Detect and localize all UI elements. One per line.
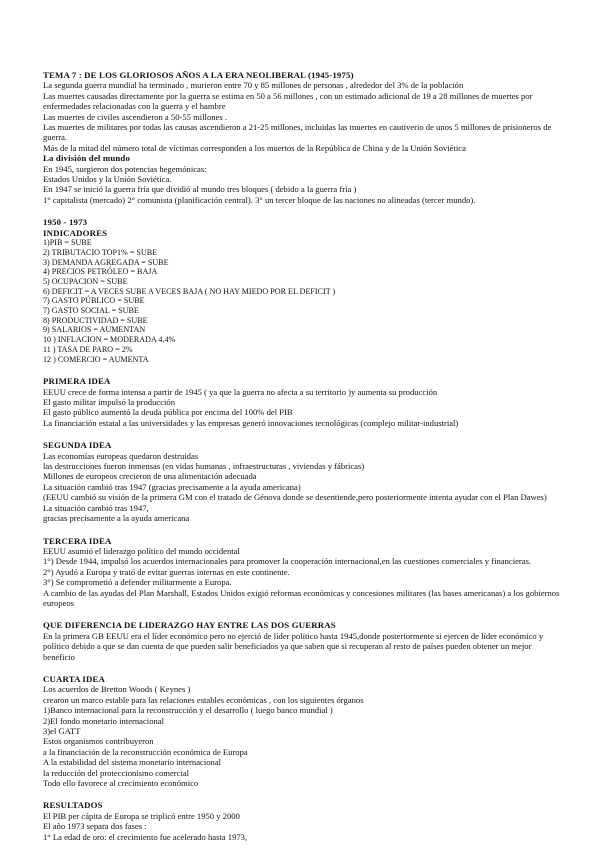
paragraph: 3°) Se comprometió a defender militarmente a Europa. xyxy=(43,577,232,588)
list-item: 5) OCUPACION = SUBE xyxy=(43,276,128,286)
paragraph: El gasto militar impulsó la producción xyxy=(43,397,175,408)
paragraph: 1)Banco internacional para la reconstrucción y el desarrollo ( luego banco mundial ) xyxy=(43,705,333,716)
paragraph: (EEUU cambió su visión de la primera GM con el tratado de Génova donde se desentiende,pero posteriormente intenta ayudar con el Plan Dawes) xyxy=(43,492,547,503)
paragraph: 2°) Ayudó a Europa y trató de evitar guerras internas en este continente. xyxy=(43,566,290,577)
results-section xyxy=(43,811,563,842)
third-idea-section xyxy=(43,546,563,608)
paragraph: 2)El fondo monetario internacional xyxy=(43,715,164,726)
paragraph: En 1945, surgieron dos potencias hegemónicas: xyxy=(43,163,207,174)
paragraph: Estados Unidos y la Unión Soviética. xyxy=(43,174,172,185)
paragraph: El PIB per cápita de Europa se triplicó entre 1950 y 2000 xyxy=(43,810,240,821)
list-item: 6) DEFICIT = A VECES SUBE A VECES BAJA ( NO HAY MIEDO POR EL DEFICIT ) xyxy=(43,286,336,296)
second-idea-section xyxy=(43,451,563,524)
paragraph: En 1947 se inició la guerra fría que dividió al mundo tres bloques ( debido a la guerra fría ) xyxy=(43,184,357,195)
section-heading-third: TERCERA IDEA xyxy=(43,535,112,546)
section-heading-results: RESULTADOS xyxy=(43,800,103,811)
paragraph: la reducción del proteccionismo comercial xyxy=(43,767,190,778)
paragraph: 3)el GATT xyxy=(43,726,81,737)
paragraph: gracias precisamente a la ayuda americana xyxy=(43,513,190,524)
list-item: 12 ) COMERCIO = AUMENTA xyxy=(43,354,149,364)
paragraph: Millones de europeos crecieron de una alimentación adecuada xyxy=(43,471,257,482)
division-section xyxy=(43,164,563,206)
section-heading-second: SEGUNDA IDEA xyxy=(43,440,112,451)
paragraph: crearon un marco estable para las relaciones estables económicas , con los siguientes órganos xyxy=(43,694,364,705)
paragraph: EEUU crece de forma intensa a partir de 1945 ( ya que la guerra no afecta a su territorio )y aumenta su producción xyxy=(43,386,438,397)
paragraph: La segunda guerra mundial ha terminado , murieron entre 70 y 85 millones de personas , alrededor del 3% de la población xyxy=(43,80,464,91)
list-item: 3) DEMANDA AGREGADA = SUBE xyxy=(43,257,169,267)
section-heading-division: La división del mundo xyxy=(43,153,130,164)
list-item: 11 ) TASA DE PARO = 2% xyxy=(43,344,133,354)
list-item: 10 ) INFLACION = MODERADA 4,4% xyxy=(43,335,176,345)
paragraph: Más de la mitad del número total de víctimas corresponden a los muertos de la República de China y de la Unión Soviética xyxy=(43,142,466,153)
paragraph: Los acuerdos de Bretton Woods ( Keynes ) xyxy=(43,684,191,695)
list-item: 7) GASTO PÚBLICO = SUBE xyxy=(43,296,145,306)
paragraph: La situación cambió tras 1947, xyxy=(43,502,149,513)
paragraph: 1° La edad de oro: el crecimiento fue acelerado hasta 1973, xyxy=(43,831,248,842)
paragraph: En la primera GB EEUU era el líder económico pero no ejerció de líder político hasta 1945,donde posteriormente si ejercen de líder económico y político debido a que se dan cuenta de que pueden salir beneficiados ya que saben que si recuperan al resto de países pueden obtener un mejor beneficio xyxy=(43,630,546,662)
paragraph: La financiación estatal a las universidades y las empresas generó innovaciones tecnológicas (complejo militar-industrial) xyxy=(43,417,459,428)
paragraph: La situación cambió tras 1947 (gracias precisamente a la ayuda americana) xyxy=(43,481,301,492)
list-item: 8) PRODUCTIVIDAD = SUBE xyxy=(43,315,148,325)
paragraph: las destrucciones fueron inmensas (en vidas humanas , infraestructuras , viviendas y fábricas) xyxy=(43,461,365,472)
list-item: 9) SALARIOS = AUMENTAN xyxy=(43,325,146,335)
paragraph: a la financiación de la reconstrucción económica de Europa xyxy=(43,746,248,757)
difference-section xyxy=(43,631,563,662)
paragraph: Estos organismos contribuyeron xyxy=(43,736,154,747)
indicators-list xyxy=(43,238,563,364)
paragraph: A la estabilidad del sistema monetario internacional xyxy=(43,757,222,768)
paragraph: Todo ello favorece al crecimiento económico xyxy=(43,778,199,789)
paragraph: 1° capitalista (mercado) 2° comunista (planificación central). 3° un tercer bloque de las naciones no alineadas (tercer mundo). xyxy=(43,194,476,205)
section-heading-first: PRIMERA IDEA xyxy=(43,376,111,387)
paragraph: Las muertes de militares por todas las causas ascendieron a 21-25 millones, incluidas las muertes en cautiverio de unos 5 millones de prisioneros de guerra. xyxy=(43,122,554,143)
first-idea-section xyxy=(43,387,563,429)
document-page xyxy=(43,70,563,842)
section-heading-fourth: CUARTA IDEA xyxy=(43,673,106,684)
list-item: 7) GASTO SOCIAL = SUBE xyxy=(43,306,139,316)
paragraph: El año 1973 separa dos fases : xyxy=(43,821,147,832)
list-item: 4) PRECIOS PETRÓLEO = BAJA xyxy=(43,267,158,277)
fourth-idea-section xyxy=(43,684,563,788)
section-heading-indicators: INDICADORES xyxy=(43,227,108,238)
paragraph: A cambio de las ayudas del Plan Marshall, Estados Unidos exigió reformas económicas y concesiones militares (las bases americanas) a los gobiernos europeos xyxy=(43,587,562,608)
intro-section xyxy=(43,80,563,153)
document-title: TEMA 7 : DE LOS GLORIOSOS AÑOS A LA ERA NEOLIBERAL (1945-1975) xyxy=(43,70,354,80)
paragraph: Las muertes causadas directamente por la guerra se estima en 50 a 56 millones , con un estimado adicional de 19 a 28 millones de muertes por enfermedades relacionadas con la guerra y el hambre xyxy=(43,90,535,112)
paragraph: 1°) Desde 1944, impulsó los acuerdos internacionales para promover la cooperación internacional,en las cuestiones comerciales y financieras. xyxy=(43,556,532,567)
period-heading: 1950 - 1973 xyxy=(43,217,88,228)
paragraph: El gasto público aumentó la deuda pública por encima del 100% del PIB xyxy=(43,407,293,418)
list-item: 1)PIB = SUBE xyxy=(43,238,92,248)
paragraph: Las economías europeas quedaron destruidas xyxy=(43,450,199,461)
paragraph: EEUU asumió el liderazgo político del mundo occidental xyxy=(43,545,240,556)
section-heading-difference: QUE DIFERENCIA DE LIDERAZGO HAY ENTRE LAS DOS GUERRAS xyxy=(43,620,336,631)
paragraph: Las muertes de civiles ascendieron a 50-55 millones . xyxy=(43,111,227,122)
list-item: 2) TRIBUTACIO TOP1% = SUBE xyxy=(43,247,158,257)
